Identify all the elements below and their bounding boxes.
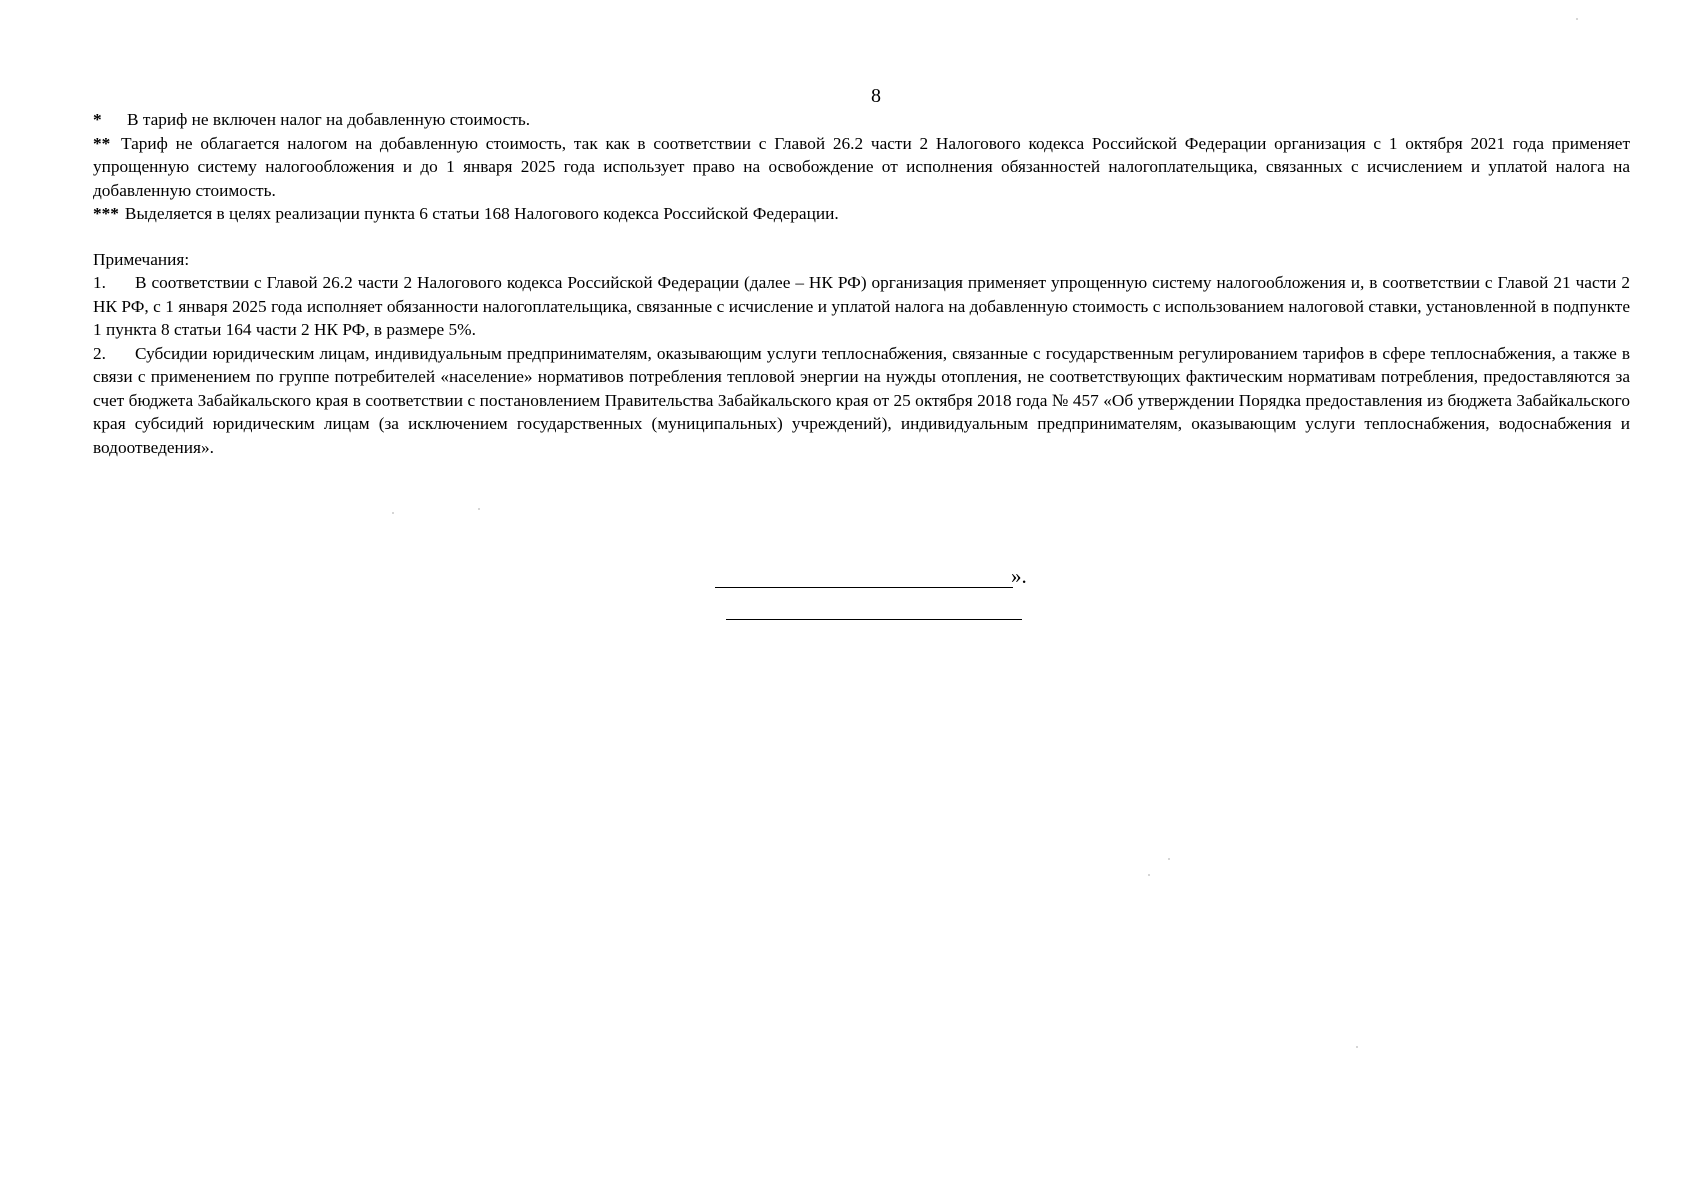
scan-speck — [1576, 18, 1578, 20]
note-number: 2. — [93, 343, 106, 363]
footnote-mark: ** — [93, 133, 111, 153]
scan-speck — [1168, 858, 1170, 860]
document-body — [93, 108, 1630, 459]
footnote-3 — [93, 202, 1630, 226]
scan-speck — [478, 508, 480, 510]
footnote-mark: * — [93, 110, 102, 129]
footnote-text: В тариф не включен налог на добавленную стоимость. — [127, 110, 531, 129]
scan-speck — [392, 512, 394, 514]
scan-speck — [1356, 1046, 1358, 1048]
page-number: 8 — [871, 85, 881, 107]
notes-heading: Примечания: — [93, 249, 190, 269]
end-rule — [726, 619, 1022, 620]
note-number: 1. — [93, 273, 106, 292]
footnote-2 — [93, 132, 1630, 203]
section-spacer — [93, 226, 1630, 248]
footnote-1 — [93, 108, 1630, 132]
closing-block — [715, 559, 1035, 591]
closing-rule — [715, 587, 1013, 588]
footnote-text: Тариф не облагается налогом на добавленную стоимость, так как в соответствии с Главой 26.2 части 2 Налогового кодекса Российской Федерации организация с 1 октября 2021 года применяет упрощенную систему налогообложения и до 1 января 2025 года использует право на освобождение от исполнения обязанностей налогоплательщика, связанных с исчислением и уплатой налога на добавленную стоимость. — [93, 133, 1630, 200]
scan-speck — [1148, 874, 1150, 876]
note-item-2 — [93, 342, 1630, 460]
note-item-1 — [93, 271, 1630, 342]
note-text: В соответствии с Главой 26.2 части 2 Налогового кодекса Российской Федерации (далее – НК РФ) организация применяет упрощенную систему налогообложения и, в соответствии с Главой 21 части 2 НК РФ, с 1 января 2025 года исполняет обязанности налогоплательщика, связанные с исчисление и уплатой налога на добавленную стоимость с использованием налоговой ставки, установленной в подпункте 1 пункта 8 статьи 164 части 2 НК РФ, в размере 5%. — [93, 273, 1630, 339]
closing-quote-mark: ». — [1011, 564, 1027, 588]
note-text: Субсидии юридическим лицам, индивидуальным предпринимателям, оказывающим услуги теплоснабжения, связанные с государственным регулированием тарифов в сфере теплоснабжения, а также в связи с применением по группе потребителей «население» нормативов потребления тепловой энергии на нужды отопления, не соответствующих фактическим нормативам потребления, предоставляются за счет бюджета Забайкальского края в соответствии с постановлением Правительства Забайкальского края от 25 октября 2018 года № 457 «Об утверждении Порядка предоставления из бюджета Забайкальского края субсидий юридическим лицам (за исключением государственных (муниципальных) учреждений), индивидуальным предпринимателям, оказывающим услуги теплоснабжения, водоснабжения и водоотведения». — [93, 343, 1630, 457]
footnote-text: Выделяется в целях реализации пункта 6 статьи 168 Налогового кодекса Российской Федерации. — [124, 204, 839, 223]
footnote-mark: *** — [93, 204, 119, 223]
